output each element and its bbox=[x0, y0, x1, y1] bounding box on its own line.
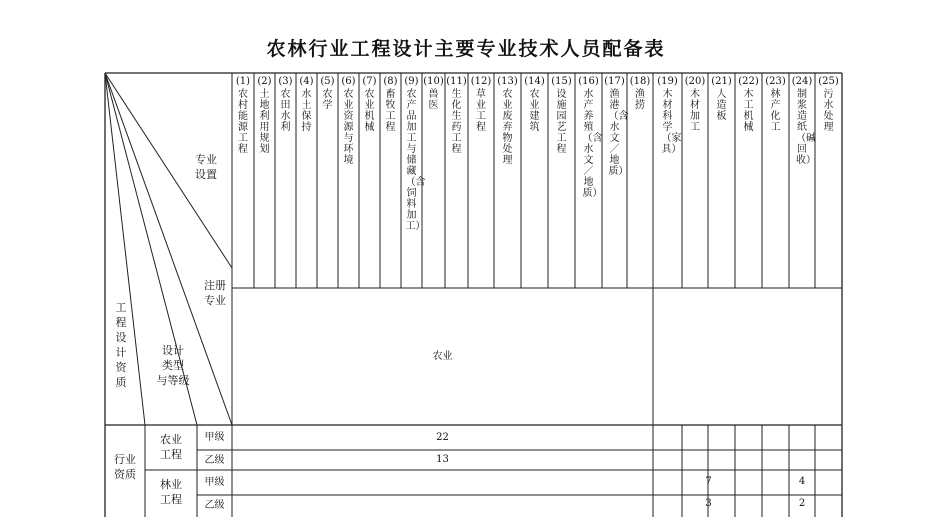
column-name: 土地利用规划 bbox=[259, 89, 270, 155]
header-qualification: 工 程 设 计 资 质 bbox=[115, 301, 127, 389]
column-name: 木材科学（家具） bbox=[661, 89, 682, 155]
column-number: (2) bbox=[257, 76, 272, 87]
column-number: (12) bbox=[470, 76, 492, 87]
column-number: (23) bbox=[765, 76, 786, 87]
group-label: 林业 工程 bbox=[160, 478, 182, 506]
column-name: 农业资源与环境 bbox=[343, 89, 354, 166]
column-name: 农村能源工程 bbox=[238, 89, 248, 155]
column-number: (13) bbox=[497, 76, 518, 87]
column-number: (16) bbox=[578, 76, 599, 87]
column-number: (9) bbox=[404, 76, 419, 87]
header-design-type: 设计 类型 与等级 bbox=[156, 344, 190, 387]
value-cell: 13 bbox=[436, 454, 449, 465]
column-name: 农业废弃物处理 bbox=[502, 89, 513, 166]
column-name: 木材加工 bbox=[690, 89, 700, 133]
column-number: (6) bbox=[341, 76, 356, 87]
table-title: 农林行业工程设计主要专业技术人员配备表 bbox=[266, 38, 666, 60]
column-number: (25) bbox=[818, 76, 839, 87]
column-number: (21) bbox=[711, 76, 732, 87]
column-name: 生化生药工程 bbox=[451, 89, 462, 155]
value-cell: 3 bbox=[705, 498, 712, 509]
column-name: 人造板 bbox=[716, 89, 727, 122]
grade-label: 乙级 bbox=[204, 455, 225, 466]
column-number: (15) bbox=[551, 76, 572, 87]
header-registered-specialty: 注册 专业 bbox=[204, 279, 226, 307]
column-name: 制浆造纸（碱回收） bbox=[796, 89, 816, 166]
column-number: (20) bbox=[684, 76, 706, 87]
value-cell: 7 bbox=[705, 476, 712, 487]
column-name: 污水处理 bbox=[823, 89, 834, 133]
column-name: 木工机械 bbox=[743, 89, 754, 133]
column-number: (11) bbox=[446, 76, 467, 87]
grade-label: 乙级 bbox=[204, 500, 225, 511]
column-number: (4) bbox=[299, 76, 314, 87]
column-name: 农业建筑 bbox=[529, 89, 540, 133]
grade-label: 甲级 bbox=[204, 432, 225, 443]
column-number: (14) bbox=[524, 76, 545, 87]
column-name: 畜牧工程 bbox=[385, 89, 396, 133]
value-cell: 22 bbox=[436, 432, 449, 443]
column-name: 设施园艺工程 bbox=[556, 89, 567, 155]
registered-area-label: 农业 bbox=[432, 351, 453, 362]
column-name: 水土保持 bbox=[301, 89, 312, 133]
column-number: (5) bbox=[320, 76, 335, 87]
column-number: (10) bbox=[423, 76, 444, 87]
column-name: 农田水利 bbox=[280, 89, 291, 133]
column-name: 草业工程 bbox=[476, 89, 486, 133]
column-name: 水产养殖（含水文／地质） bbox=[582, 89, 603, 199]
header-specialty-setting: 专业 设置 bbox=[195, 153, 217, 181]
grade-label: 甲级 bbox=[204, 477, 225, 488]
industry-label: 行业 资质 bbox=[114, 453, 136, 481]
column-number: (3) bbox=[278, 76, 293, 87]
column-number: (17) bbox=[604, 76, 625, 87]
column-name: 渔港（含水文／地质） bbox=[608, 89, 629, 177]
column-name: 渔捞 bbox=[635, 89, 645, 111]
value-cell: 2 bbox=[798, 498, 806, 509]
column-number: (1) bbox=[235, 76, 251, 87]
column-name: 林产化工 bbox=[770, 89, 781, 133]
column-name: 农产品加工与储藏（含饲料加工） bbox=[405, 89, 426, 232]
column-number: (18) bbox=[629, 76, 651, 87]
column-name: 兽医 bbox=[428, 89, 439, 111]
column-number: (19) bbox=[657, 76, 678, 87]
column-number: (22) bbox=[738, 76, 759, 87]
column-name: 农业机械 bbox=[364, 89, 375, 133]
column-number: (24) bbox=[791, 76, 813, 87]
value-cell: 4 bbox=[798, 476, 806, 487]
group-label: 农业 工程 bbox=[160, 433, 182, 461]
column-number: (7) bbox=[362, 76, 377, 87]
column-number: (8) bbox=[383, 76, 398, 87]
column-name: 农学 bbox=[322, 89, 333, 111]
